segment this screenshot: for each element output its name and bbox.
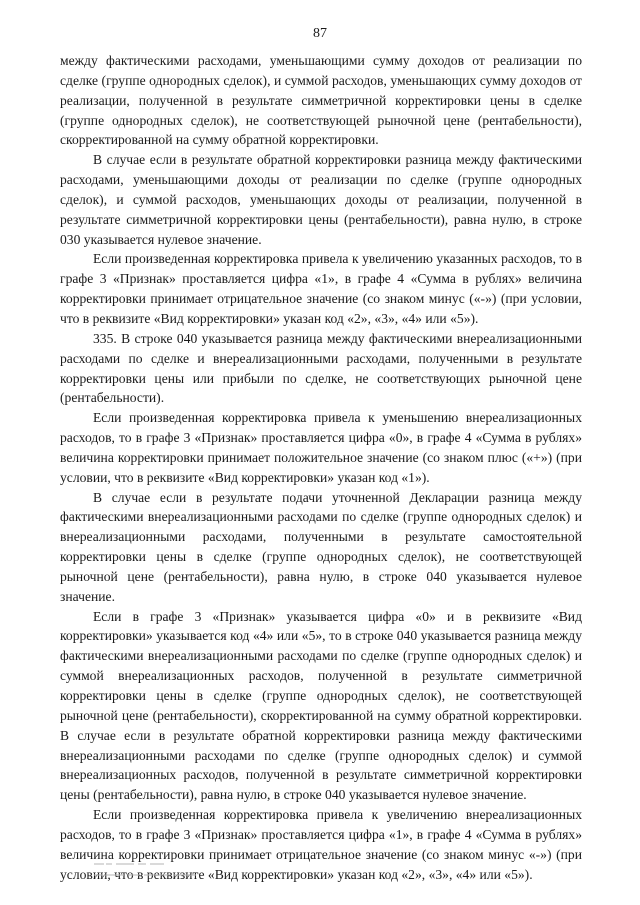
paragraph: В случае если в результате подачи уточненной Декларации разница между фактическими внереализационными расходами по сделке (группе однородных сделок) и внереализационными расходами, полученными в результате самостоятельной корректировки цены в сделке (группе однородных сделок), не соответствующей рыночной цене (рентабельности), равна нулю, в строке 040 указывается нулевое значение. xyxy=(60,489,582,604)
stamp-marks xyxy=(92,858,232,882)
paragraph: между фактическими расходами, уменьшающими сумму доходов от реализации по сделке (группе однородных сделок), и суммой расходов, уменьшающих сумму доходов от реализации, полученной в результате симметричной корректировки цены в сделке (группе однородных сделок), не соответствующей рыночной цене (рентабельности), скорректированной на сумму обратной корректировки. xyxy=(60,53,582,148)
faint-stamp xyxy=(92,858,232,885)
paragraph: Если произведенная корректировка привела к уменьшению внереализационных расходов, то в графе 3 «Признак» проставляется цифра «0», в графе 4 «Сумма в рублях» величина корректировки принимает положительное значение (со знаком плюс («+») (при условии, что в реквизите «Вид корректировки» указан код «1»). xyxy=(60,410,582,485)
paragraph: Если произведенная корректировка привела к увеличению указанных расходов, то в графе 3 «Признак» проставляется цифра «1», в графе 4 «Сумма в рублях» величина корректировки принимает отрицательное значение (со знаком минус («-») (при условии, что в реквизите «Вид корректировки» указан код «2», «3», «4» или «5»). xyxy=(60,251,582,326)
document-body xyxy=(60,51,582,884)
paragraph: Если произведенная корректировка привела к увеличению внереализационных расходов, то в графе 3 «Признак» проставляется цифра «1», в графе 4 «Сумма в рублях» величина корректировки принимает отрицательное значение (со знаком минус «-») (при условии, что в реквизите «Вид корректировки» указан код «2», «3», «4» или «5»). xyxy=(60,807,582,882)
page-number: 87 xyxy=(313,26,327,41)
paragraph: 335. В строке 040 указывается разница между фактическими внереализационными расходами по сделке и внереализационными расходами, полученными в результате корректировки цены или прибыли по сделке, не соответствующих рыночной цене (рентабельности). xyxy=(60,330,582,406)
paragraph: Если в графе 3 «Признак» указывается цифра «0» и в реквизите «Вид корректировки» указывается код «4» или «5», то в строке 040 указывается разница между фактическими внереализационными расходами по сделке (группе однородных сделок) и суммой внереализационных расходов, полученной в результате симметричной корректировки цены в сделке (группе однородных сделок), не соответствующей рыночной цене (рентабельности), скорректированной на сумму обратной корректировки. В случае если в результате обратной корректировки разница между фактическими внереализационными расходами по сделке (группе однородных сделок) и суммой внереализационных расходов, полученной в результате симметричной корректировки цены (рентабельности), равна нулю, в строке 040 указывается нулевое значение. xyxy=(60,608,582,803)
paragraph: В случае если в результате обратной корректировки разница между фактическими расходами, уменьшающими доходы от реализации по сделке (группе однородных сделок), и суммой расходов, уменьшающих доходы от реализации, полученной в результате симметричной корректировки цены (рентабельности), равна нулю, в строке 030 указывается нулевое значение. xyxy=(60,152,582,247)
